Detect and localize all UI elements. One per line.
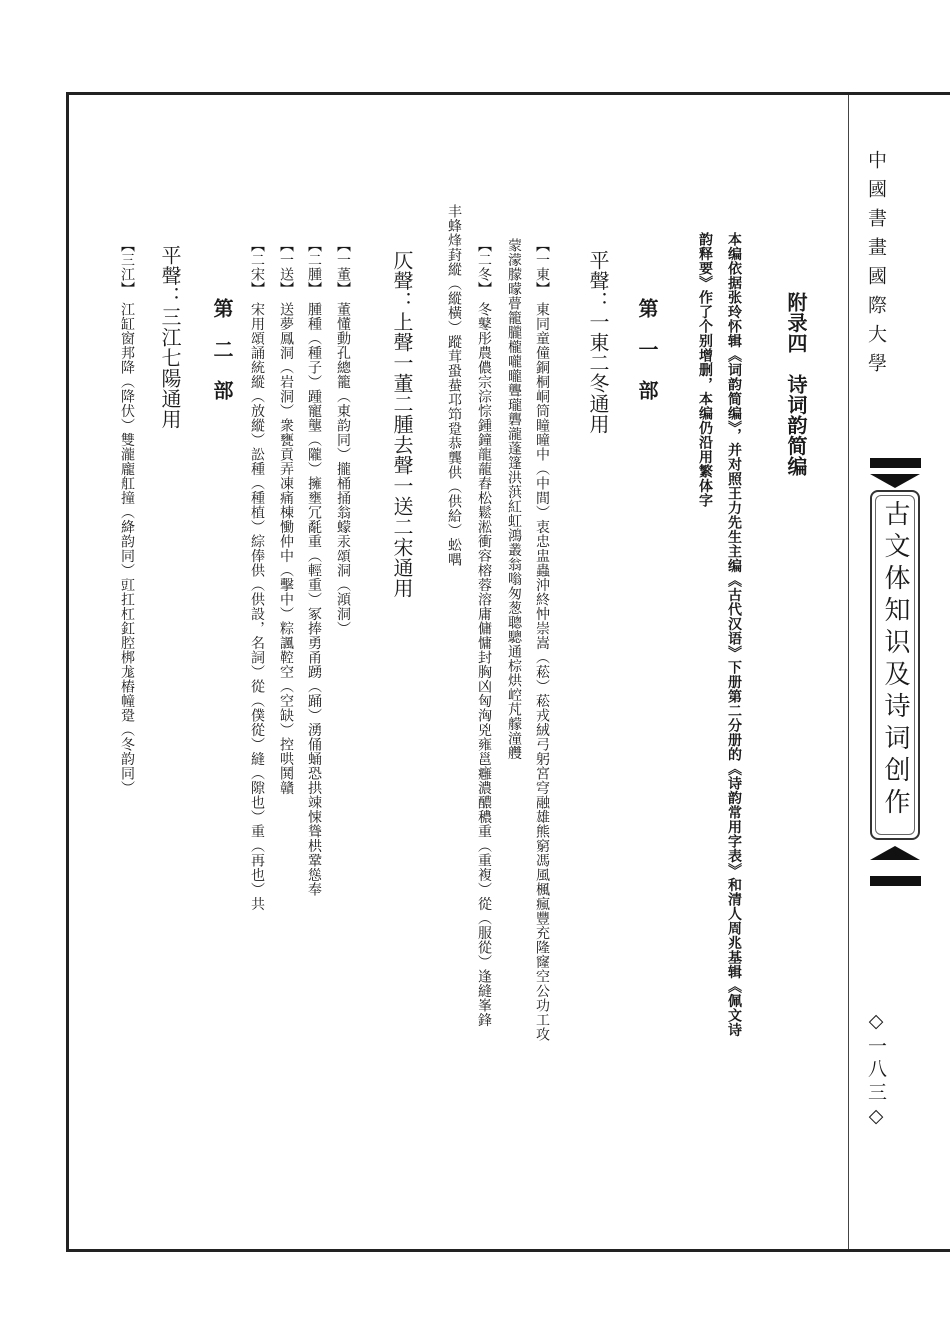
rhyme-entry-jiang bbox=[120, 238, 134, 795]
rhyme-chars: 腫種（種子）踵寵壟（隴）擁壅冗氄重（輕重）冢捧勇甬踴（踊）湧俑蛹恐拱竦悚聳栱鞏慫奉 bbox=[306, 302, 322, 897]
rhyme-label: 【二冬】 bbox=[476, 238, 492, 296]
rhyme-entry-song bbox=[279, 238, 293, 795]
title-bar-top bbox=[870, 458, 921, 468]
intro-line-2: 韵释要》作了个别增删，本编仍沿用繁体字 bbox=[697, 232, 713, 508]
intro-line-1: 本编依据张玲怀辑《词韵简编》，并对照王力先生主编《古代汉语》下册第二分册的《诗韵常用字表》和清人周兆基辑《佩文诗 bbox=[726, 232, 742, 1037]
book-title: 古文体知识及诗词创作 bbox=[880, 500, 910, 820]
rhyme-entry-song2 bbox=[250, 238, 264, 911]
rhyme-chars: 董懂動孔總籠（東韵同）攏桶捅翁蠓汞頌洞（澒洞） bbox=[335, 302, 351, 636]
sidebar-divider bbox=[848, 95, 849, 1249]
rhyme-label: 【二宋】 bbox=[249, 238, 265, 296]
rhyme-chars: 送夢鳳洞（岩洞）衆甕貢弄凍痛棟慟仲中（擊中）粽諷鞚空（空缺）控哄鬨贛 bbox=[278, 302, 294, 795]
appendix-title: 附录四 诗词韵简编 bbox=[784, 292, 808, 477]
part-one-heading: 第 一 部 bbox=[635, 298, 659, 401]
rhyme-label: 【二腫】 bbox=[306, 238, 322, 296]
title-ornament-top bbox=[870, 474, 920, 488]
rhyme-entry-dong3 bbox=[336, 238, 350, 636]
rhyme-label: 【一送】 bbox=[278, 238, 294, 296]
title-bar-bottom bbox=[870, 876, 921, 886]
rhyme-label: 【一東】 bbox=[534, 238, 550, 296]
ze-sheng-heading-1: 仄聲：上聲一董二腫去聲一送二宋通用 bbox=[390, 250, 414, 599]
rhyme-chars: 江缸窗邦降（降伏）雙瀧龐舡撞（絳韵同）豇扛杠釭腔梆尨樁幢跫（冬韵同） bbox=[119, 302, 135, 795]
rhyme-entry-dong bbox=[535, 238, 549, 1042]
rhyme-chars: 東同童僮銅桐峒筒瞳曈中（中間）衷忠盅蟲沖終忡崇嵩（菘）菘戎絨弓躬宮穹融雄熊窮馮風楓瘋豐充隆窿空公功工攻 bbox=[534, 302, 550, 1042]
rhyme-entry-dong-cont: 蒙濛朦曚瞢籠朧櫳嚨曨聾瓏礱瀧蓬篷洪葓紅虹鴻叢翁嗡匆葱聰驄通棕烘崆芃艨潼艭 bbox=[506, 238, 522, 760]
title-ornament-bottom bbox=[870, 846, 920, 860]
page-number: ◇一八三◇ bbox=[865, 1010, 887, 1131]
rhyme-entry-dong2 bbox=[477, 238, 491, 1027]
part-two-heading: 第 二 部 bbox=[210, 298, 234, 401]
rhyme-label: 【一董】 bbox=[335, 238, 351, 296]
ping-sheng-heading-2: 平聲：三江七陽通用 bbox=[158, 245, 182, 430]
rhyme-chars: 冬鼕彤農儂宗淙悰鍾鐘龍蘢舂松鬆淞衝容榕蓉溶庸傭慵封胸凶匈洶兇雍邕癰濃醲穠重（重複）從（服從）逢縫峯鋒 bbox=[476, 302, 492, 1027]
rhyme-entry-dong2-cont: 丰蜂烽葑縱（縱橫）蹤茸蛩蛬邛笻跫恭龔供（供給）蚣喁 bbox=[446, 204, 462, 567]
ping-sheng-heading-1: 平聲：一東二冬通用 bbox=[586, 250, 610, 435]
series-title: 中國書畫國際大學 bbox=[865, 150, 887, 382]
rhyme-entry-zhong bbox=[307, 238, 321, 897]
rhyme-label: 【三江】 bbox=[119, 238, 135, 296]
rhyme-chars: 宋用頌誦統縱（放縱）訟種（種植）綜俸供（供設，名詞）從（僕從）縫（隙也）重（再也）共 bbox=[249, 302, 265, 911]
